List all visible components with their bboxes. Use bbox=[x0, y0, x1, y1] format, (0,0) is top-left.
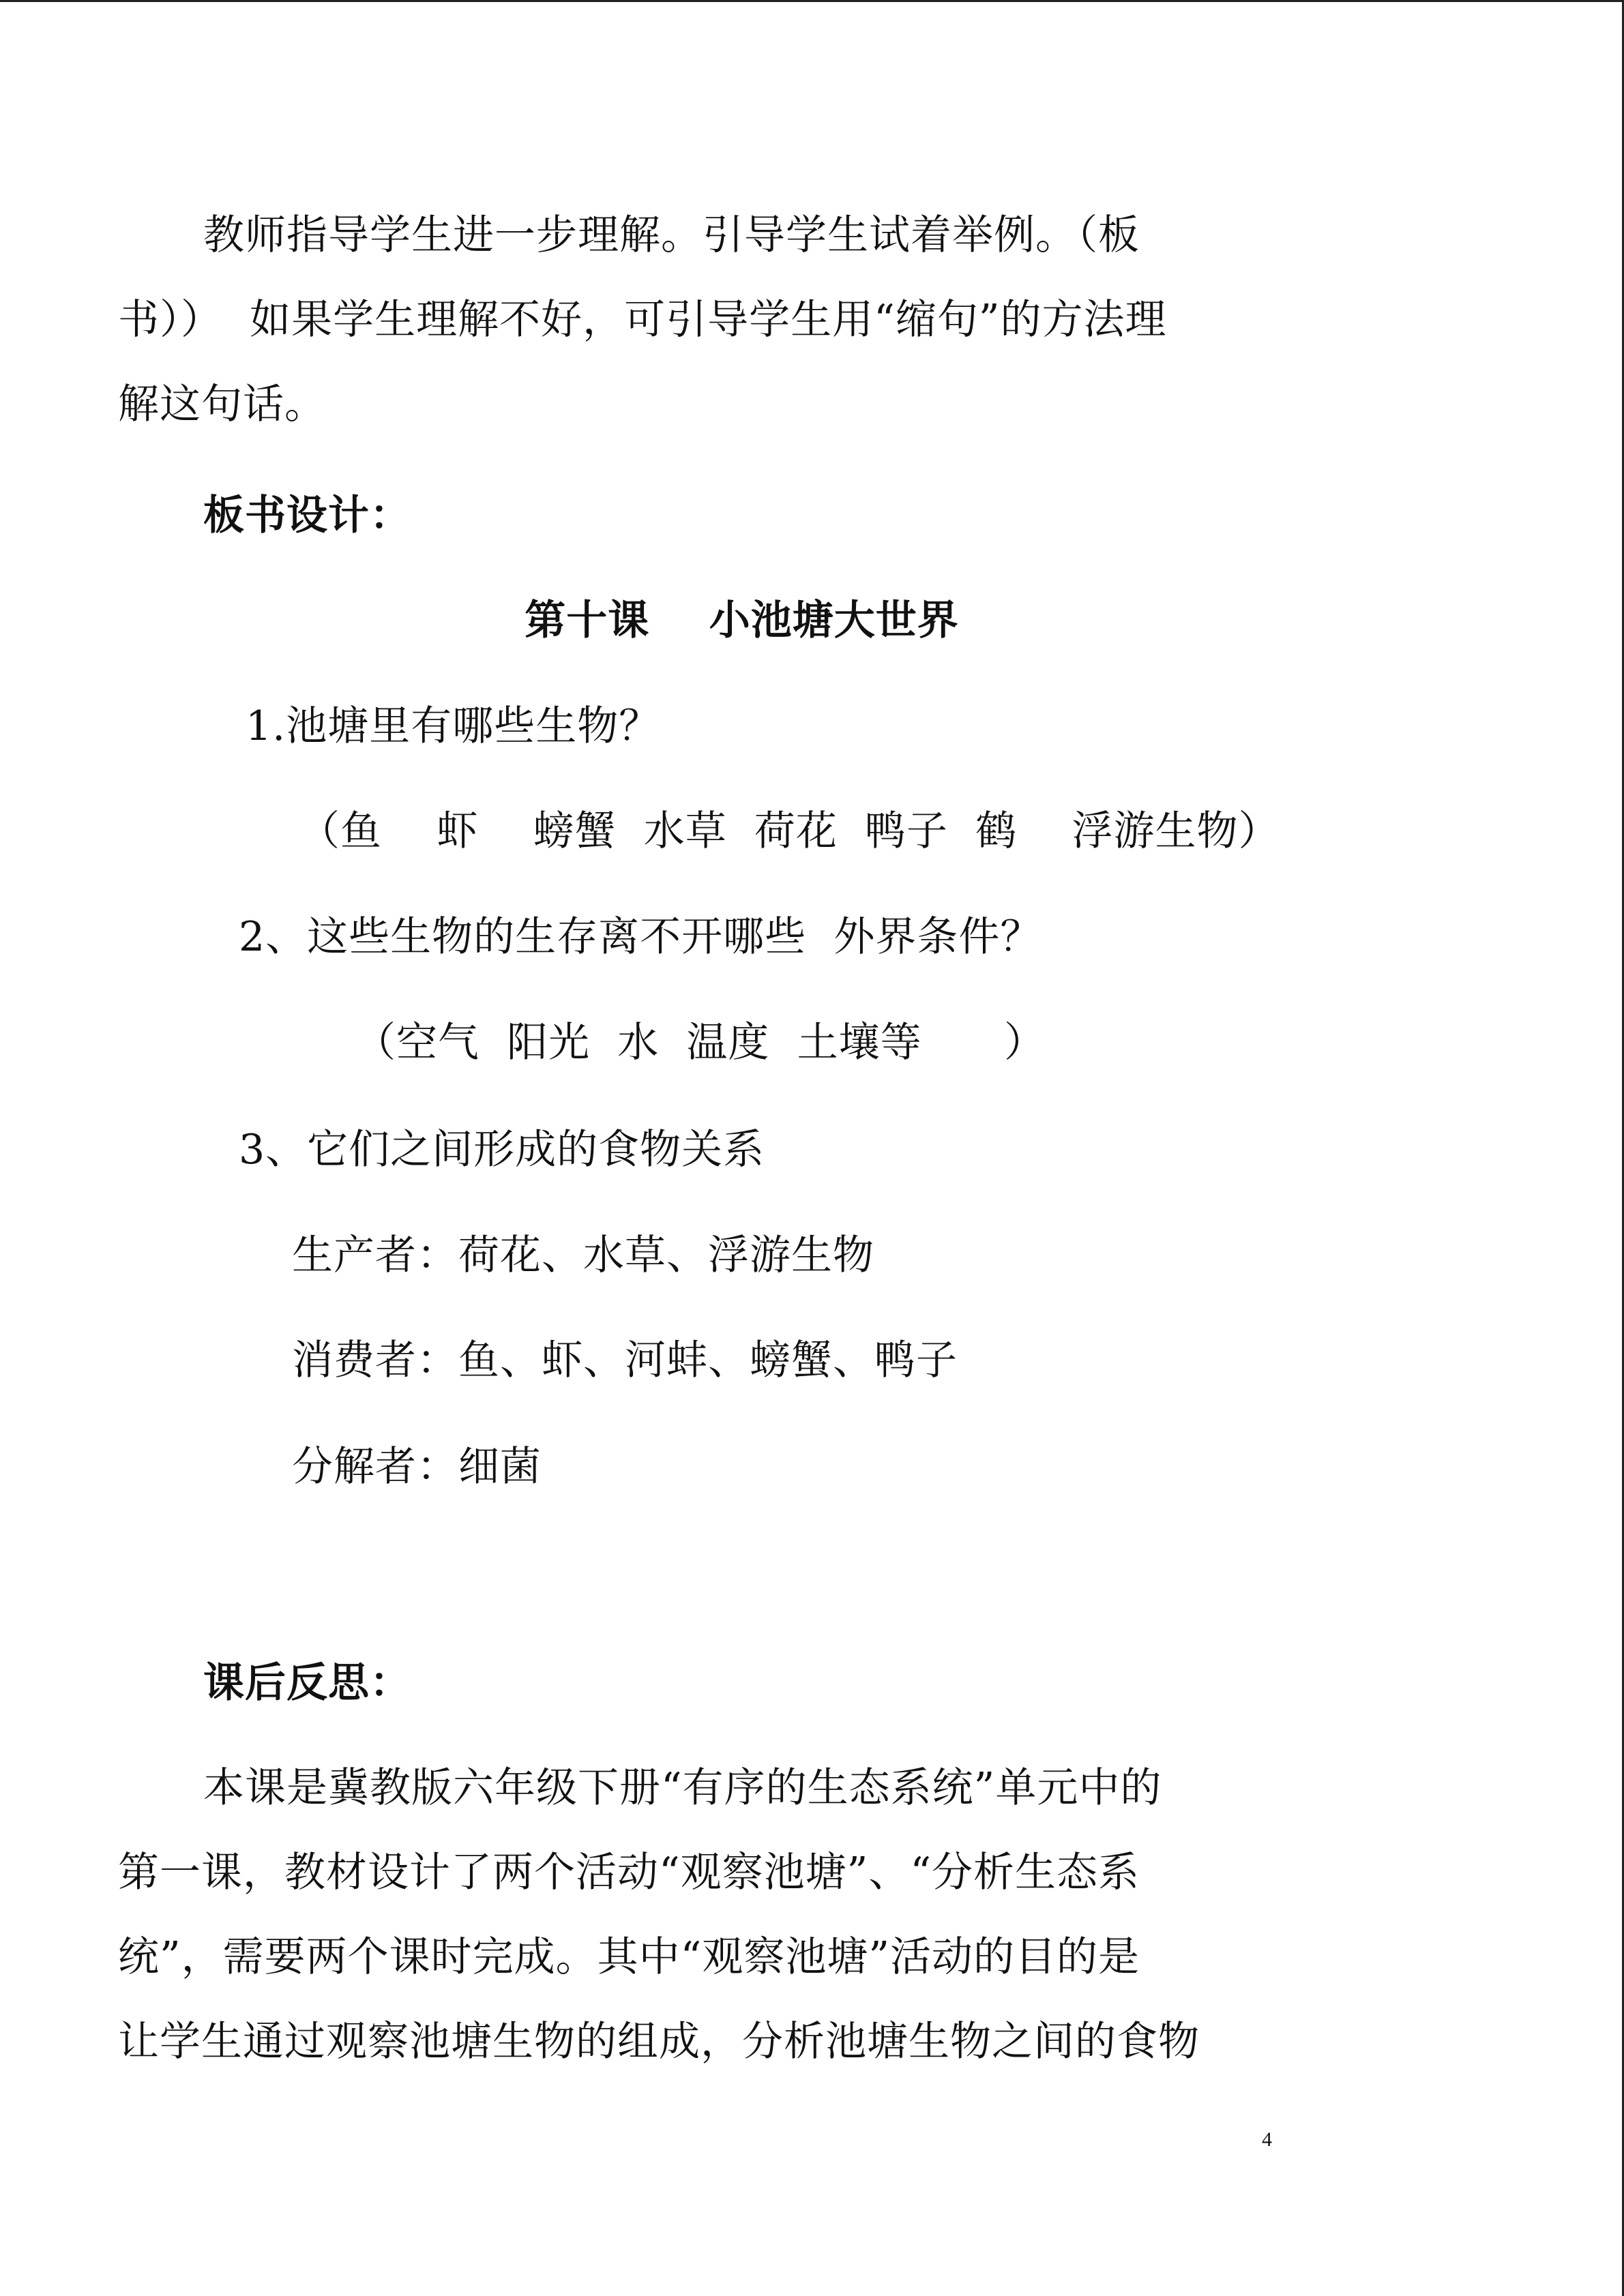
consumers-line: 消费者：鱼、虾、河蚌、螃蟹、鸭子 bbox=[292, 1337, 958, 1384]
reflection-line: 统”，需要两个课时完成。其中“观察池塘”活动的目的是 bbox=[118, 1933, 1140, 1981]
board-design-heading: 板书设计： bbox=[203, 492, 411, 539]
lesson-title: 第十课 小池塘大世界 bbox=[525, 597, 959, 644]
paragraph-line: 解这句话。 bbox=[118, 381, 326, 428]
reflection-line: 第一课，教材设计了两个活动“观察池塘”、“分析生态系 bbox=[118, 1849, 1140, 1896]
question-3: 3、它们之间形成的食物关系 bbox=[239, 1126, 765, 1174]
top-border-rule bbox=[0, 0, 1624, 2]
paragraph-line: 书）） 如果学生理解不好，可引导学生用“缩句”的方法理 bbox=[118, 296, 1167, 344]
paragraph-line: 教师指导学生进一步理解。引导学生试着举例。（板 bbox=[203, 211, 1140, 259]
reflection-line: 本课是冀教版六年级下册“有序的生态系统”单元中的 bbox=[203, 1764, 1162, 1812]
producers-line: 生产者：荷花、水草、浮游生物 bbox=[292, 1232, 874, 1279]
question-1: 1.池塘里有哪些生物？ bbox=[246, 702, 661, 750]
reflection-heading: 课后反思： bbox=[203, 1659, 411, 1707]
reflection-line: 让学生通过观察池塘生物的组成，分析池塘生物之间的食物 bbox=[118, 2018, 1200, 2066]
question-1-answer: （鱼 虾 螃蟹 水草 荷花 鸭子 鹤 浮游生物） bbox=[299, 807, 1280, 855]
page-number: 4 bbox=[1262, 2128, 1272, 2151]
decomposers-line: 分解者：细菌 bbox=[292, 1443, 542, 1491]
question-2-answer: （空气 阳光 水 温度 土壤等 ） bbox=[355, 1019, 1046, 1067]
question-2: 2、这些生物的生存离不开哪些 外界条件？ bbox=[239, 913, 1042, 961]
